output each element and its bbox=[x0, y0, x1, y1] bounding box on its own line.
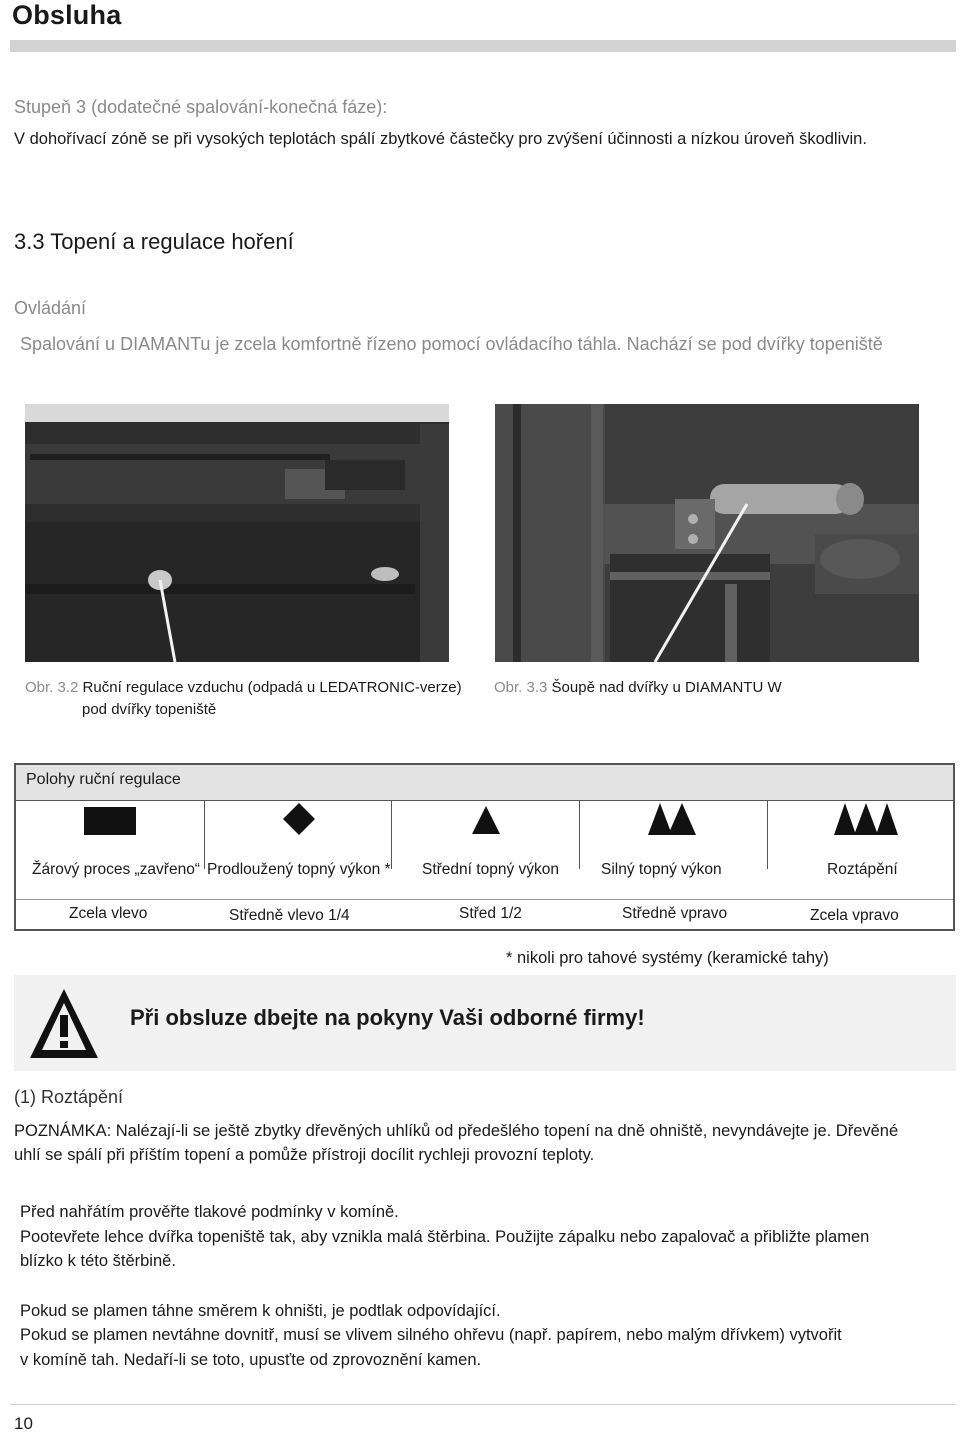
note-line2: uhlí se spálí při příštím topení a pomůže přístroji docílit rychleji provozní teploty. bbox=[14, 1146, 595, 1164]
note-line1: POZNÁMKA: Nalézají-li se ještě zbytky dřevěných uhlíků od předešlého topení na dně ohniště, nevyndávejte je. Dřevěné bbox=[14, 1122, 899, 1140]
square-icon bbox=[84, 807, 136, 840]
position-value: Zcela vpravo bbox=[810, 907, 899, 924]
table-header bbox=[16, 765, 953, 801]
figure-left-caption bbox=[25, 677, 462, 699]
table-footnote: * nikoli pro tahové systémy (keramické tahy) bbox=[506, 949, 829, 967]
figure-manual-air-regulation bbox=[25, 404, 449, 662]
position-label: Střední topný výkon bbox=[422, 861, 559, 878]
paragraph2-line3: v komíně tah. Nedaří-li se toto, upusťte od zprovoznění kamen. bbox=[20, 1351, 482, 1369]
two-flames-icon bbox=[648, 803, 696, 840]
paragraph1-line1: Před nahřátím prověřte tlakové podmínky v komíně. bbox=[20, 1203, 399, 1221]
stove-bottom-illustration bbox=[25, 404, 449, 662]
figure-left-caption-line1: Ruční regulace vzduchu (odpadá u LEDATRONIC-verze) bbox=[82, 679, 462, 696]
warning-triangle-icon bbox=[28, 987, 100, 1066]
section-heading: 3.3 Topení a regulace hoření bbox=[14, 229, 294, 254]
title-divider bbox=[10, 40, 956, 52]
diamond-icon bbox=[283, 803, 315, 840]
warning-box bbox=[14, 975, 956, 1071]
position-label: Roztápění bbox=[827, 861, 898, 878]
control-positions-table bbox=[14, 763, 955, 931]
figure-right-number: Obr. 3.3 bbox=[494, 679, 548, 696]
page-title: Obsluha bbox=[12, 0, 122, 30]
column-divider bbox=[767, 801, 768, 869]
position-value: Střed 1/2 bbox=[459, 905, 522, 922]
paragraph2-line1: Pokud se plamen táhne směrem k ohništi, je podtlak odpovídající. bbox=[20, 1302, 501, 1320]
position-label: Žárový proces „zavřeno“ bbox=[32, 861, 200, 878]
figure-left-number: Obr. 3.2 bbox=[25, 679, 79, 696]
paragraph1-line3: blízko k této štěrbině. bbox=[20, 1252, 176, 1270]
position-label: Prodloužený topný výkon * bbox=[207, 861, 391, 878]
warning-text: Při obsluze dbejte na pokyny Vaši odborné firmy! bbox=[130, 1005, 645, 1030]
stage3-heading: Stupeň 3 (dodatečné spalování-konečná fáze): bbox=[14, 97, 388, 117]
one-flame-icon bbox=[472, 806, 500, 839]
column-divider bbox=[204, 801, 205, 869]
slide-illustration bbox=[495, 404, 919, 662]
section-subheading: Ovládání bbox=[14, 298, 87, 318]
figure-slide-above-door bbox=[495, 404, 919, 662]
table-header-label: Polohy ruční regulace bbox=[26, 771, 181, 788]
footer-divider bbox=[10, 1404, 956, 1405]
figure-right-caption bbox=[494, 677, 782, 699]
figure-left-caption-line2: pod dvířky topeniště bbox=[82, 701, 217, 718]
position-label: Silný topný výkon bbox=[601, 861, 722, 878]
ignition-heading: (1) Roztápění bbox=[14, 1087, 124, 1107]
three-flames-icon bbox=[834, 803, 898, 840]
page-number: 10 bbox=[14, 1414, 33, 1433]
position-value: Středně vpravo bbox=[622, 905, 728, 922]
figure-right-caption-text: Šoupě nad dvířky u DIAMANTU W bbox=[551, 679, 782, 696]
position-value: Zcela vlevo bbox=[69, 905, 148, 922]
paragraph2-line2: Pokud se plamen nevtáhne dovnitř, musí se vlivem silného ohřevu (např. papírem, nebo malým dřívkem) vytvořit bbox=[20, 1326, 842, 1344]
position-value: Středně vlevo 1/4 bbox=[229, 907, 350, 924]
section-intro: Spalování u DIAMANTu je zcela komfortně řízeno pomocí ovládacího táhla. Nachází se pod dvířky topeniště bbox=[20, 334, 883, 354]
row-divider bbox=[16, 899, 953, 900]
column-divider bbox=[579, 801, 580, 869]
column-divider bbox=[391, 801, 392, 869]
paragraph1-line2: Pootevřete lehce dvířka topeniště tak, aby vznikla malá štěrbina. Použijte zápalku nebo zapalovač a přibližte plamen bbox=[20, 1228, 870, 1246]
stage3-text: V dohořívací zóně se při vysokých teplotách spálí zbytkové částečky pro zvýšení účinnosti a nízkou úroveň škodlivin. bbox=[14, 130, 867, 148]
